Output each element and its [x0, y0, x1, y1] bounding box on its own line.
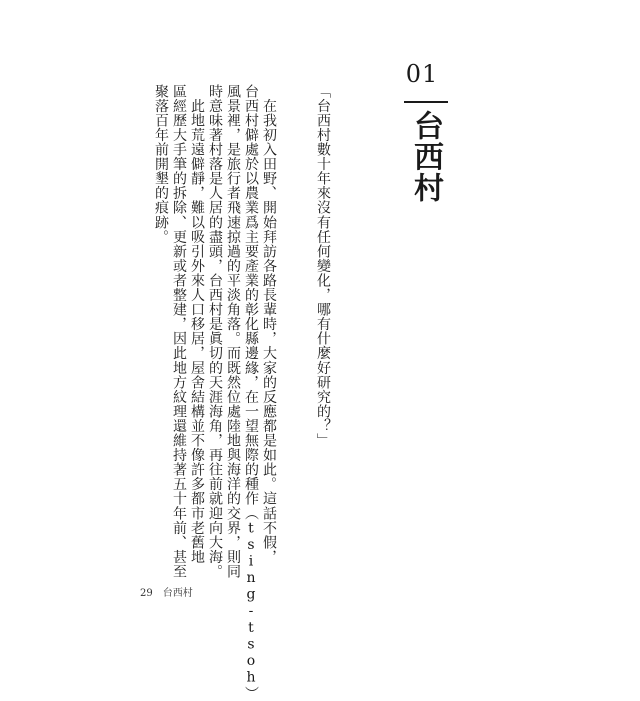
chapter-title: 台西村	[408, 110, 443, 203]
body-column-7: 聚落百年前開墾的痕跡。	[153, 84, 169, 245]
body-column-3: 風景裡，是旅行者飛速掠過的平淡角落。而既然位處陸地與海洋的交界，則同	[225, 84, 241, 579]
body-column-2: 台西村僻處於以農業爲主要產業的彰化縣邊緣，在一望無際的種作（tsing-tsoh）	[243, 84, 259, 701]
body-column-5: 此地荒遠僻靜，難以吸引外來人口移居，屋舍結構並不像許多都市老舊地	[189, 84, 205, 565]
body-column-6: 區經歷大手筆的拆除、更新或者整建，因此地方紋理還維持著五十年前、甚至	[171, 84, 187, 579]
body-column-1: 在我初入田野、開始拜訪各路長輩時，大家的反應都是如此。這話不假，	[261, 84, 277, 565]
body-column-4: 時意味著村落是人居的盡頭，台西村是眞切的天涯海角，再往前就迎向大海。	[207, 84, 223, 579]
running-title: 台西村	[162, 588, 193, 599]
page-footer	[140, 584, 203, 599]
page-number: 29	[140, 588, 153, 599]
chapter-divider	[404, 101, 448, 103]
chapter-number: 01	[405, 60, 439, 88]
opening-quote: 「台西村數十年來沒有任何變化，哪有什麼好研究的？」	[315, 84, 331, 448]
